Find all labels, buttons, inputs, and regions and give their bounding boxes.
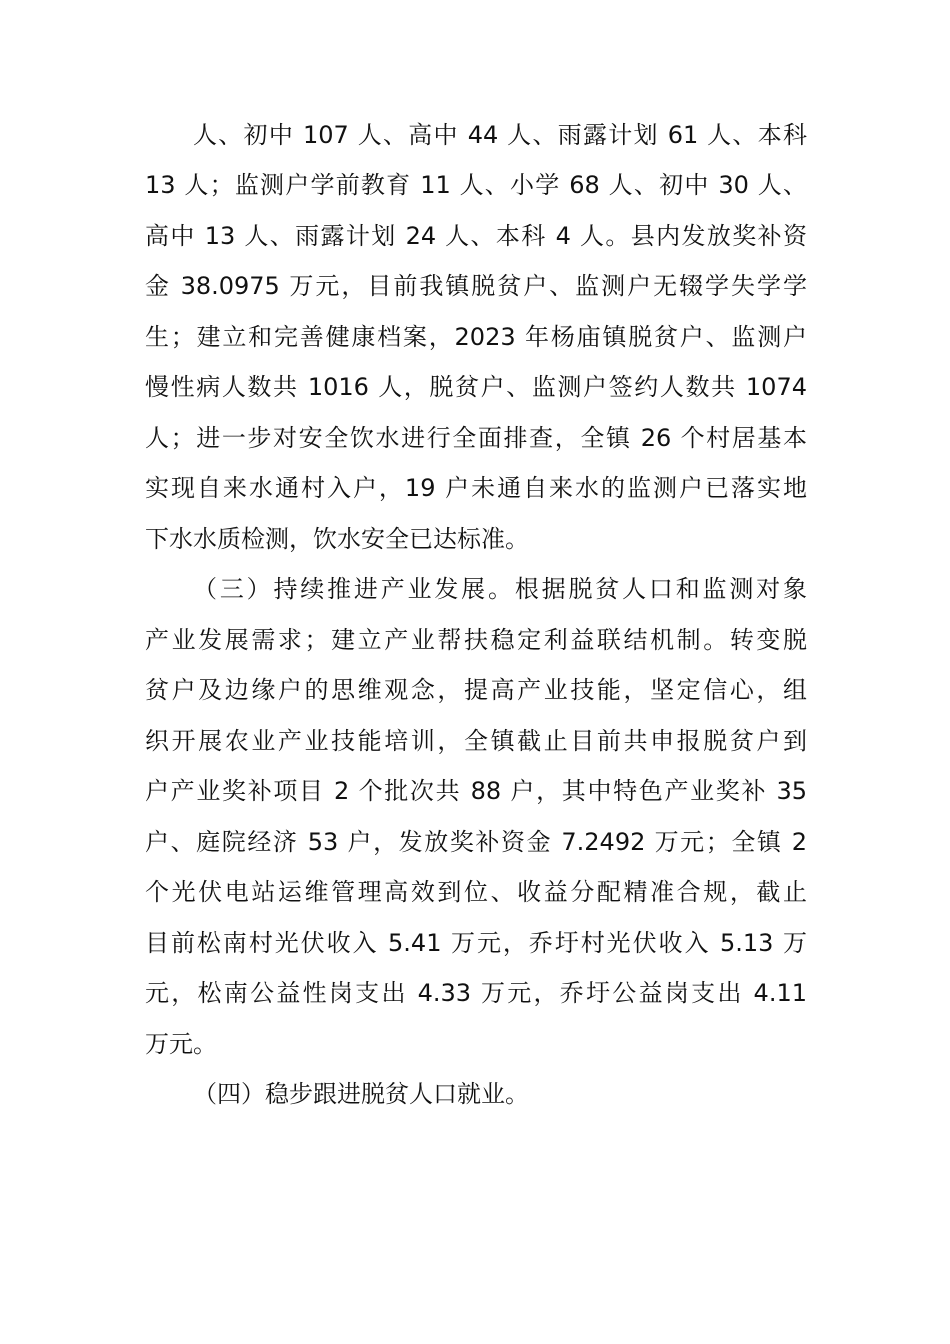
text-line-18: 元，松南公益性岗支出 4.33 万元，乔圩公益岗支出 4.11	[145, 979, 807, 1007]
text-line-12: 贫户及边缘户的思维观念，提高产业技能，坚定信心，组	[145, 676, 807, 704]
text-line-9: 下水水质检测，饮水安全已达标准。	[145, 525, 529, 553]
text-line-13: 织开展农业产业技能培训，全镇截止目前共申报脱贫户到	[145, 727, 807, 755]
text-line-11: 产业发展需求；建立产业帮扶稳定利益联结机制。转变脱	[145, 626, 807, 654]
text-line-4: 金 38.0975 万元，目前我镇脱贫户、监测户无辍学失学学	[145, 272, 807, 300]
text-line-2: 13 人；监测户学前教育 11 人、小学 68 人、初中 30 人、	[145, 171, 807, 199]
text-line-5: 生；建立和完善健康档案，2023 年杨庙镇脱贫户、监测户	[145, 323, 807, 351]
text-line-14: 户产业奖补项目 2 个批次共 88 户，其中特色产业奖补 35	[145, 777, 807, 805]
text-line-3: 高中 13 人、雨露计划 24 人、本科 4 人。县内发放奖补资	[145, 222, 807, 250]
text-line-19: 万元。	[145, 1030, 217, 1058]
text-line-16: 个光伏电站运维管理高效到位、收益分配精准合规，截止	[145, 878, 807, 906]
text-line-8: 实现自来水通村入户，19 户未通自来水的监测户已落实地	[145, 474, 807, 502]
text-line-7: 人；进一步对安全饮水进行全面排查，全镇 26 个村居基本	[145, 424, 807, 452]
section-heading-four: （四）稳步跟进脱贫人口就业。	[193, 1080, 529, 1108]
text-line-15: 户、庭院经济 53 户，发放奖补资金 7.2492 万元；全镇 2	[145, 828, 807, 856]
section-heading-three: （三）持续推进产业发展。根据脱贫人口和监测对象	[193, 575, 807, 603]
text-line-1: 人、初中 107 人、高中 44 人、雨露计划 61 人、本科	[193, 121, 807, 149]
text-line-17: 目前松南村光伏收入 5.41 万元，乔圩村光伏收入 5.13 万	[145, 929, 807, 957]
text-line-6: 慢性病人数共 1016 人，脱贫户、监测户签约人数共 1074	[145, 373, 807, 401]
